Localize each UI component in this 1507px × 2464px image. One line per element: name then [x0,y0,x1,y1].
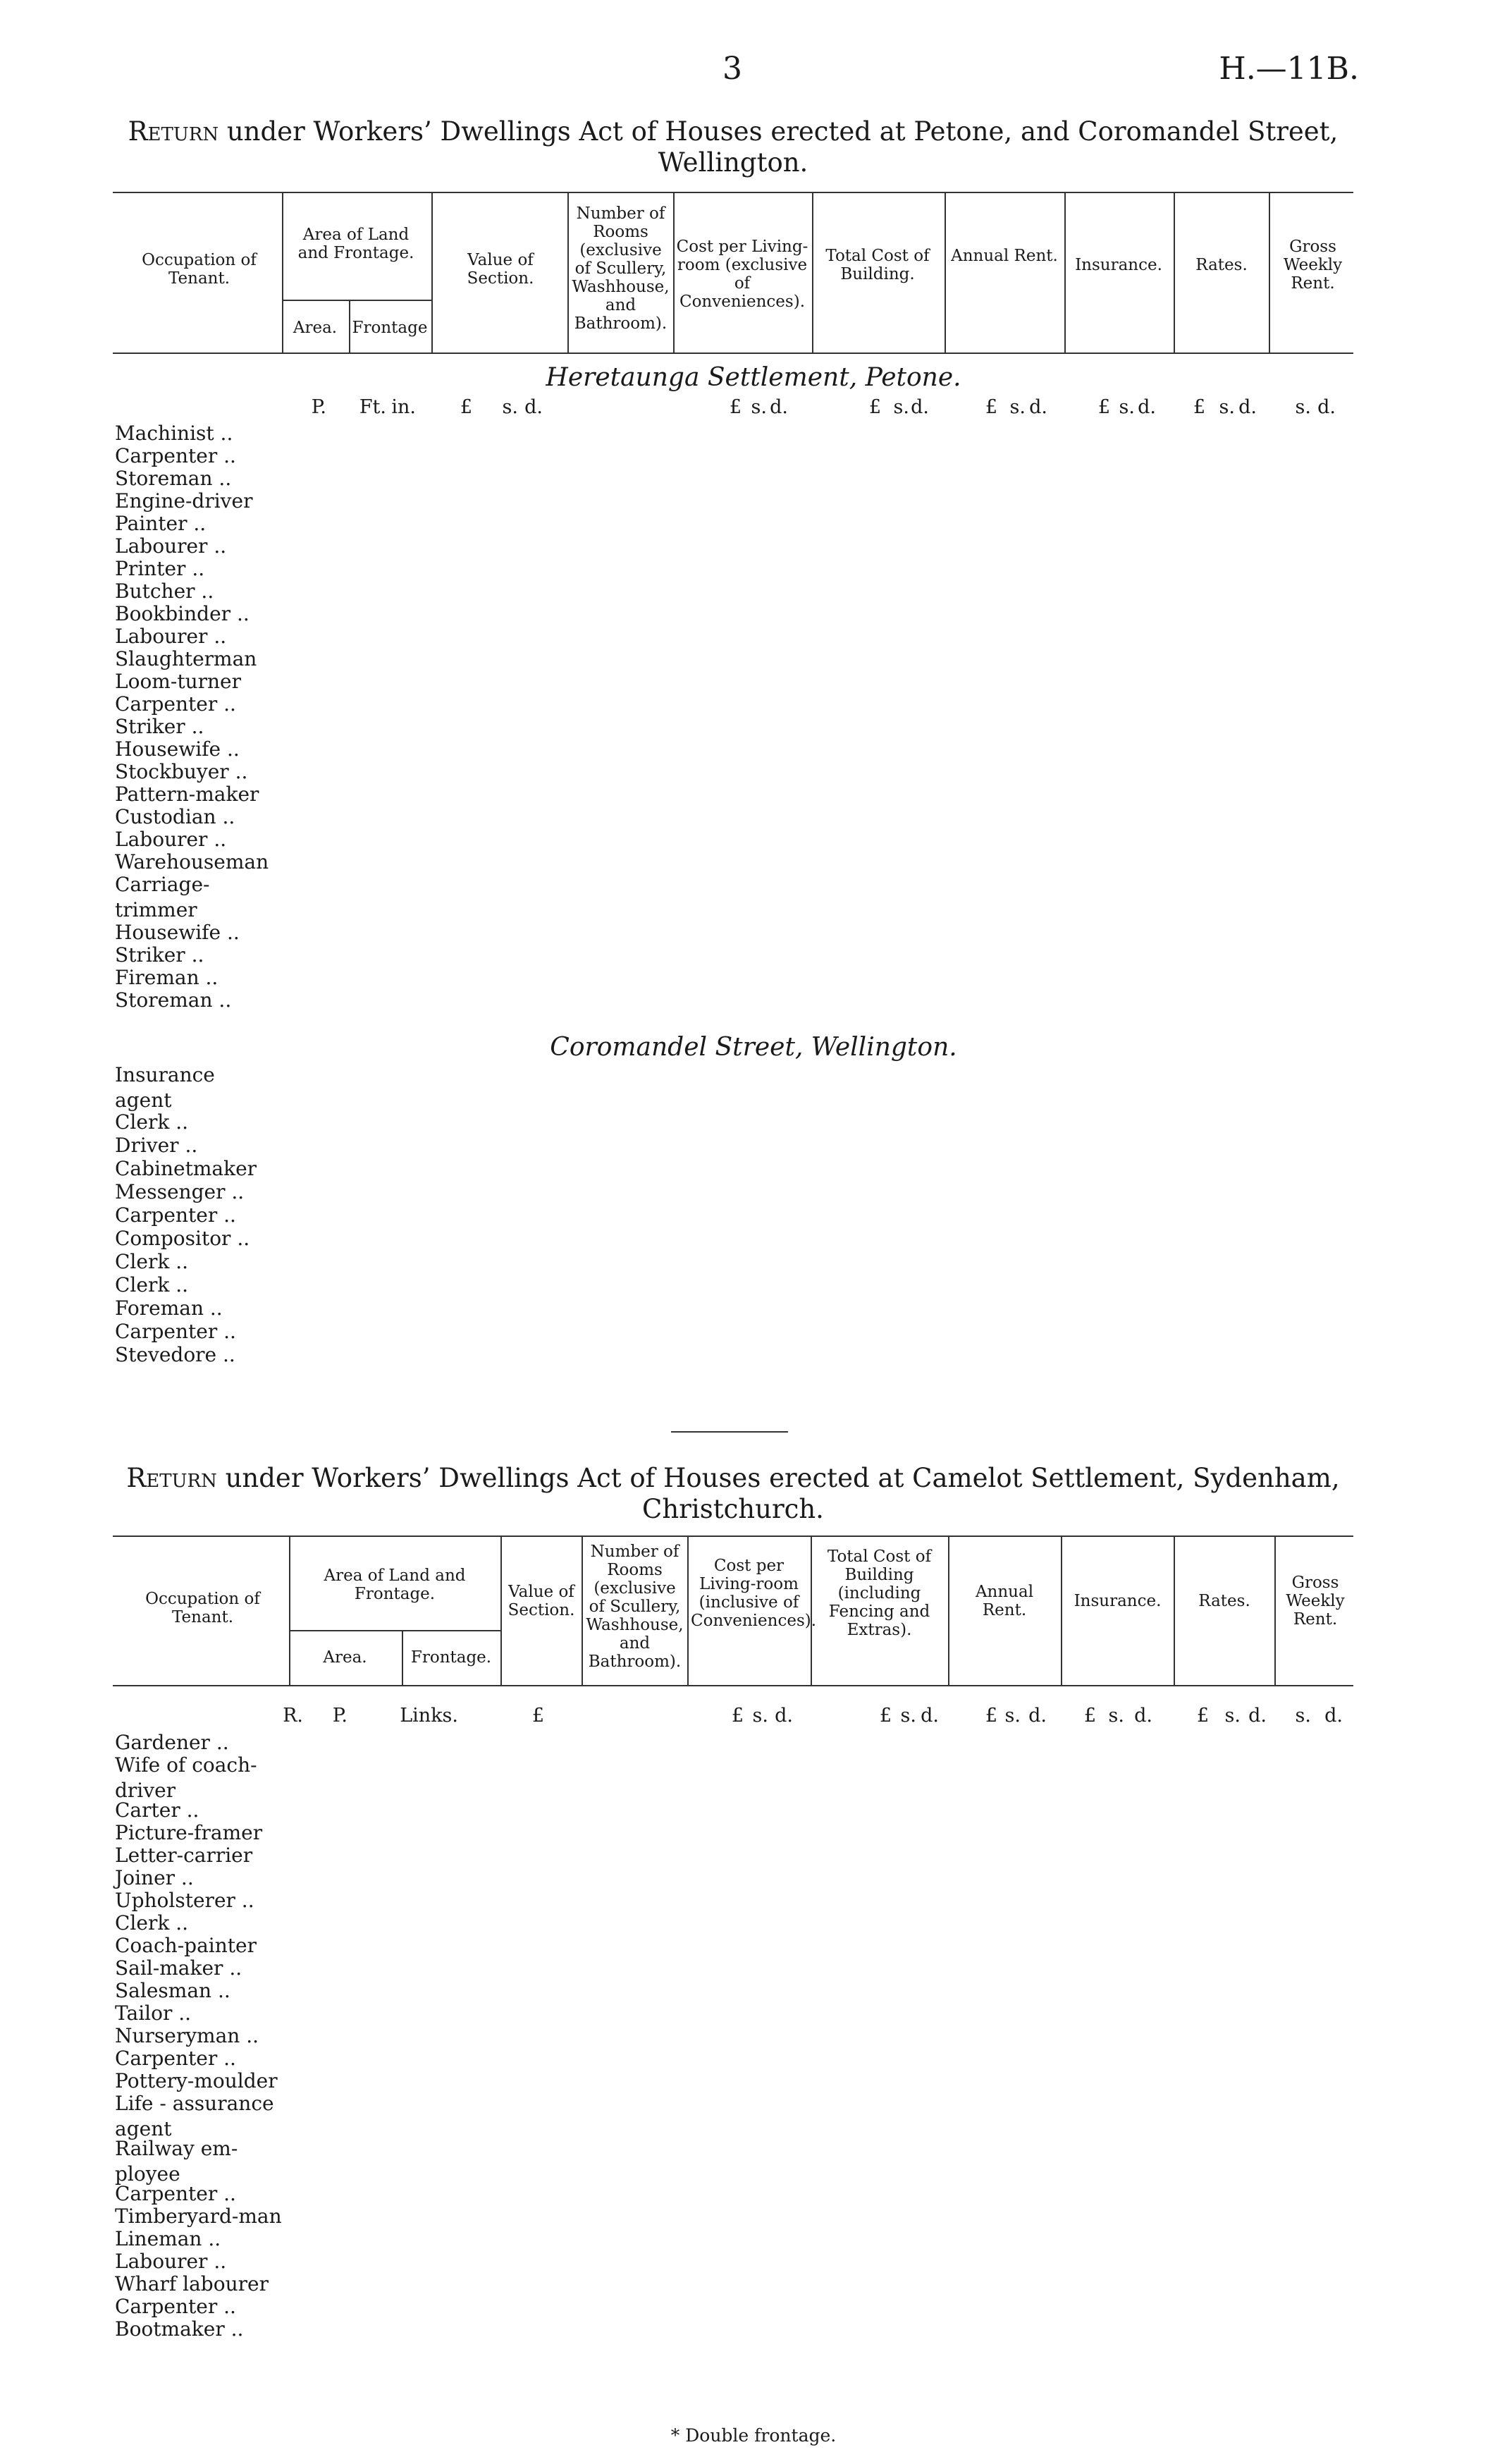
occupation-cell: Custodian .. [115,805,235,828]
t1-vline [1269,192,1270,353]
t1-header-insurance: Insurance. [1075,256,1162,274]
unit-label: s. [751,396,767,418]
unit-label: P. [332,1705,347,1727]
t2-header-occupation: Occupation of Tenant. [145,1590,260,1626]
t2-vline [811,1536,812,1685]
table2-top-rule [113,1536,1353,1537]
unit-label: £ [731,1705,744,1727]
occupation-cell: Timberyard-man [115,2205,282,2228]
t1-header-area: Area. [293,319,338,337]
occupation-cell: Clerk .. [115,1110,189,1134]
occupation-cell-line2: driver [115,1779,176,1802]
occupation-cell: Bookbinder .. [115,602,250,625]
t1-header-weekly-rent: Gross Weekly Rent. [1283,238,1343,293]
occupation-cell: Carpenter .. [115,692,236,716]
occupation-cell: Clerk .. [115,1250,189,1273]
table1-top-rule [113,192,1353,193]
unit-label: s. [1108,1705,1124,1727]
occupation-cell: Carpenter .. [115,2047,236,2070]
unit-label: P. [311,396,326,418]
occupation-cell: Wife of coach- [115,1753,257,1777]
t1-header-rooms: Number of Rooms (exclusive of Scullery, Washhouse, and Bathroom). [572,204,670,333]
unit-label: £ [531,1705,544,1727]
unit-label: d. [1324,1705,1343,1727]
t2-header-weekly-rent: Gross Weekly Rent. [1286,1574,1345,1629]
occupation-cell: Labourer .. [115,625,227,648]
occupation-cell: Messenger .. [115,1180,245,1203]
unit-label: £ [1097,396,1110,418]
occupation-cell: Cabinetmaker [115,1157,257,1180]
t1-header-occupation: Occupation of Tenant. [142,251,257,288]
occupation-cell: Gardener .. [115,1731,229,1754]
occupation-cell: Carpenter .. [115,2295,236,2318]
occupation-cell: Salesman .. [115,1979,230,2002]
occupation-cell: Loom-turner [115,670,241,693]
unit-label: d. [1138,396,1156,418]
t2-header-total-cost: Total Cost of Building (including Fencing and Extras). [827,1547,932,1639]
occupation-cell: Machinist .. [115,422,233,445]
occupation-cell: Compositor .. [115,1227,250,1250]
occupation-cell: Stevedore .. [115,1343,235,1366]
occupation-cell: Housewife .. [115,921,240,944]
occupation-cell: Lineman .. [115,2227,221,2250]
t2-vline [1061,1536,1062,1685]
occupation-cell-line2: agent [115,1089,172,1112]
occupation-cell: Storeman .. [115,988,232,1012]
occupation-cell: Upholsterer .. [115,1889,254,1912]
t2-header-area: Area. [323,1648,367,1667]
t2-header-cost-per-room: Cost per Living-room (inclusive of Conveniences). [691,1557,817,1630]
occupation-cell: Coach-painter [115,1934,257,1957]
occupation-cell: Printer .. [115,557,205,580]
page-number: 3 [722,51,742,87]
table1-title-text: under Workers’ Dwellings Act of Houses erected at Petone, and Coromandel Street, [219,116,1339,147]
t1-vline [673,192,675,353]
occupation-cell-line2: agent [115,2117,172,2140]
unit-label: Ft. [359,396,386,418]
unit-label: s. [1295,1705,1311,1727]
occupation-cell: Insurance [115,1063,215,1086]
occupation-cell: Striker .. [115,943,204,967]
t2-header-area-group: Area of Land and Frontage. [324,1567,466,1603]
unit-label: s. [1004,1705,1021,1727]
table2-title-lead: Return [126,1463,217,1493]
occupation-cell: Railway em- [115,2137,238,2160]
unit-label: s. [1224,1705,1241,1727]
unit-label: £ [1193,396,1205,418]
occupation-cell: Warehouseman [115,850,269,874]
divider-rule [671,1431,788,1433]
occupation-cell-line2: ployee [115,2162,180,2186]
t2-header-frontage: Frontage. [410,1648,492,1667]
t2-vline [1274,1536,1276,1685]
occupation-cell: Fireman .. [115,966,219,989]
occupation-cell: Joiner .. [115,1866,194,1889]
t1-vline [431,192,433,353]
occupation-cell: Sail-maker .. [115,1956,242,1980]
unit-label: d. [1248,1705,1267,1727]
t2-vline [948,1536,949,1685]
unit-label: £ [868,396,881,418]
section-heading-coromandel: Coromandel Street, Wellington. [550,1033,957,1062]
occupation-cell: Tailor .. [115,2002,192,2025]
occupation-cell: Clerk .. [115,1911,189,1935]
occupation-cell: Carpenter .. [115,1320,236,1343]
occupation-cell: Pattern-maker [115,783,259,806]
unit-label: s. [900,1705,916,1727]
occupation-cell: Housewife .. [115,737,240,761]
occupation-cell: Labourer .. [115,828,227,851]
t2-header-rates: Rates. [1198,1592,1250,1610]
unit-label: s. [1219,396,1235,418]
unit-label: d. [775,1705,793,1727]
unit-label: d. [1029,396,1047,418]
t1-header-value: Value of Section. [467,251,534,288]
unit-label: d. [770,396,788,418]
occupation-cell: Carter .. [115,1798,199,1822]
unit-label: R. [283,1705,303,1727]
occupation-cell: Storeman .. [115,467,232,490]
unit-label: £ [460,396,472,418]
unit-label: s. [502,396,518,418]
t2-header-rooms: Number of Rooms (exclusive of Scullery, Washhouse, and Bathroom). [586,1543,684,1671]
occupation-cell: Driver .. [115,1134,198,1157]
t1-header-cost-per-room: Cost per Living-room (exclusive of Conveniences). [676,238,808,311]
t1-header-total-cost: Total Cost of Building. [825,247,930,283]
unit-label: £ [985,396,997,418]
occupation-cell: Butcher .. [115,580,214,603]
unit-label: s. [1295,396,1311,418]
unit-label: d. [524,396,543,418]
unit-label: £ [729,396,742,418]
table1-title [113,116,1353,178]
occupation-cell: Life - assurance [115,2092,274,2115]
unit-label: in. [391,396,416,418]
table2-area-subrule [289,1630,500,1631]
t2-header-insurance: Insurance. [1074,1592,1162,1610]
table1-area-subrule [282,300,431,301]
unit-label: d. [1317,396,1336,418]
unit-label: £ [1196,1705,1209,1727]
t1-vline [812,192,813,353]
table2-header-rule [113,1685,1353,1686]
t1-vline [1174,192,1175,353]
occupation-cell: Foreman .. [115,1297,223,1320]
unit-label: s. [1119,396,1135,418]
t1-header-frontage: Frontage [352,319,428,337]
t2-header-value: Value of Section. [508,1583,575,1619]
t1-vline [945,192,946,353]
footnote: * Double frontage. [670,2425,837,2446]
t1-header-rates: Rates. [1195,256,1248,274]
occupation-cell: Nurseryman .. [115,2024,259,2047]
unit-label: £ [879,1705,892,1727]
table2-title-text: under Workers’ Dwellings Act of Houses erected at Camelot Settlement, Sydenham, [216,1463,1340,1493]
unit-label: s. [893,396,909,418]
occupation-cell: Labourer .. [115,2250,227,2273]
occupation-cell: Stockbuyer .. [115,760,248,783]
table1-title-lead: Return [128,116,219,147]
occupation-cell: Slaughterman [115,647,257,670]
t2-header-annual-rent: Annual Rent. [975,1583,1034,1619]
document-reference: H.—11B. [1219,51,1359,87]
occupation-cell-line2: trimmer [115,898,197,921]
unit-label: s. [752,1705,768,1727]
t1-header-area-group: Area of Land and Frontage. [297,226,414,262]
unit-label: d. [911,396,929,418]
unit-label: d. [1134,1705,1152,1727]
unit-label: d. [1238,396,1257,418]
t2-vline [687,1536,689,1685]
occupation-cell: Painter .. [115,512,207,535]
unit-label: d. [1028,1705,1047,1727]
t2-vline [582,1536,583,1685]
occupation-cell: Carpenter .. [115,444,236,467]
occupation-cell: Wharf labourer [115,2272,269,2296]
t1-vline [567,192,569,353]
occupation-cell: Labourer .. [115,534,227,558]
occupation-cell: Carpenter .. [115,2182,236,2205]
table1-header-rule [113,353,1353,354]
unit-label: d. [921,1705,939,1727]
unit-label: £ [985,1705,997,1727]
occupation-cell: Letter-carrier [115,1844,253,1867]
unit-label: £ [1083,1705,1096,1727]
table2-title [113,1463,1353,1525]
occupation-cell: Carriage- [115,873,210,896]
table1-title-line2: Wellington. [658,147,808,178]
t2-vline [1174,1536,1175,1685]
t1-header-annual-rent: Annual Rent. [951,247,1058,265]
unit-label: Links. [400,1705,458,1727]
table2-title-line2: Christchurch. [642,1494,824,1524]
occupation-cell: Bootmaker .. [115,2317,244,2341]
occupation-cell: Striker .. [115,715,204,738]
occupation-cell: Carpenter .. [115,1203,236,1227]
t2-vline [500,1536,502,1685]
occupation-cell: Engine-driver [115,489,253,513]
occupation-cell: Picture-framer [115,1821,263,1844]
occupation-cell: Clerk .. [115,1273,189,1297]
occupation-cell: Pottery-moulder [115,2069,278,2092]
section-heading-heretaunga: Heretaunga Settlement, Petone. [546,363,961,392]
unit-label: s. [1009,396,1026,418]
